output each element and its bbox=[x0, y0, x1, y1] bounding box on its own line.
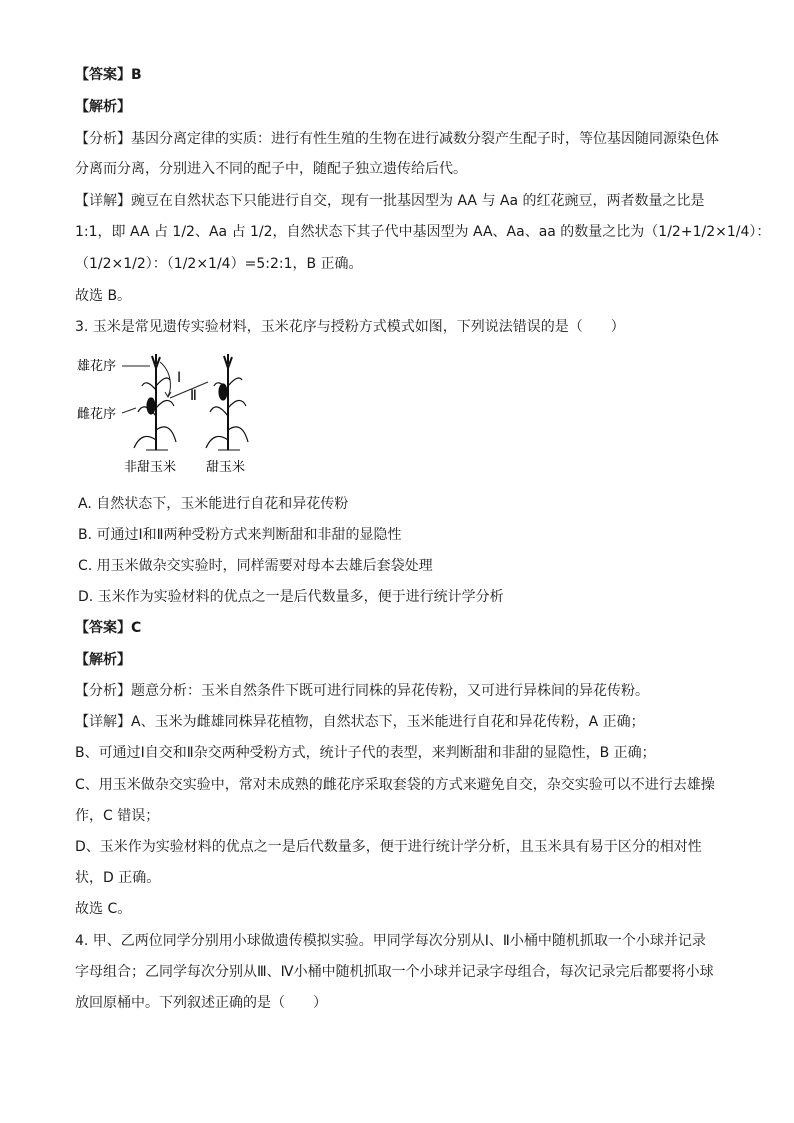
non-sweet-corn-plant bbox=[134, 354, 176, 450]
question-stem: 4. 甲、乙两位同学分别用小球做遗传模拟实验。甲同学每次分别从Ⅰ、Ⅱ小桶中随机抓取一个小球并记录 bbox=[75, 933, 706, 949]
analysis-text: 【分析】基因分离定律的实质：进行有性生殖的生物在进行减数分裂产生配子时，等位基因随同源染色体 bbox=[75, 131, 719, 147]
male-inflorescence-label: 雄花序 bbox=[77, 359, 117, 374]
corn-pollination-figure bbox=[72, 350, 272, 480]
analysis-heading: 【解析】 bbox=[75, 652, 131, 668]
detail-text: 【详解】豌豆在自然状态下只能进行自交，现有一批基因型为 AA 与 Aa 的红花豌豆，两者数量之比是 bbox=[75, 193, 705, 209]
option-c: C. 用玉米做杂交实验时，同样需要对母本去雄后套袋处理 bbox=[78, 558, 433, 574]
question-stem: 3. 玉米是常见遗传实验材料，玉米花序与授粉方式模式如图，下列说法错误的是（ ） bbox=[75, 319, 625, 335]
sweet-corn-plant bbox=[206, 354, 248, 450]
pollination-i-label: Ⅰ bbox=[177, 370, 182, 386]
answer-label: 【答案】B bbox=[75, 67, 142, 83]
caption-sweet: 甜玉米 bbox=[206, 460, 246, 475]
analysis-text: 分离而分离，分别进入不同的配子中，随配子独立遗传给后代。 bbox=[75, 161, 467, 177]
female-inflorescence-label: 雌花序 bbox=[77, 407, 117, 422]
conclusion-text: 故选 B。 bbox=[75, 288, 132, 304]
detail-text: D、玉米作为实验材料的优点之一是后代数量多，便于进行统计学分析，且玉米具有易于区分的相对性 bbox=[75, 839, 702, 855]
option-a: A. 自然状态下，玉米能进行自花和异花传粉 bbox=[78, 496, 349, 512]
question-stem: 字母组合；乙同学每次分别从Ⅲ、Ⅳ小桶中随机抓取一个小球并记录字母组合，每次记录完后都要将小球 bbox=[75, 964, 714, 980]
answer-label: 【答案】C bbox=[75, 620, 142, 636]
detail-text: （1/2×1/2）：（1/2×1/4）=5:2:1，B 正确。 bbox=[75, 256, 363, 272]
detail-text: 【详解】A、玉米为雌雄同株异花植物，自然状态下，玉米能进行自花和异花传粉，A 正确； bbox=[75, 714, 645, 730]
conclusion-text: 故选 C。 bbox=[75, 901, 132, 917]
question-stem: 放回原桶中。下列叙述正确的是（ ） bbox=[75, 995, 327, 1011]
option-d: D. 玉米作为实验材料的优点之一是后代数量多，便于进行统计学分析 bbox=[78, 589, 504, 605]
pollination-ii-label: Ⅱ bbox=[190, 388, 197, 404]
analysis-text: 【分析】题意分析：玉米自然条件下既可进行同株的异花传粉，又可进行异株间的异花传粉。 bbox=[75, 683, 649, 699]
detail-text: 作，C 错误； bbox=[75, 808, 160, 824]
analysis-heading: 【解析】 bbox=[75, 99, 131, 115]
detail-text: B、可通过Ⅰ自交和Ⅱ杂交两种受粉方式，统计子代的表型，来判断甜和非甜的显隐性，B 正确； bbox=[75, 745, 656, 761]
detail-text: 状，D 正确。 bbox=[75, 870, 161, 886]
option-b: B. 可通过Ⅰ和Ⅱ两种受粉方式来判断甜和非甜的显隐性 bbox=[78, 527, 402, 543]
detail-text: 1:1，即 AA 占 1/2、Aa 占 1/2，自然状态下其子代中基因型为 AA、Aa、aa 的数量之比为（1/2+1/2×1/4）： bbox=[75, 224, 771, 240]
detail-text: C、用玉米做杂交实验中，常对未成熟的雌花序采取套袋的方式来避免自交，杂交实验可以不进行去雄操 bbox=[75, 777, 715, 793]
caption-non-sweet: 非甜玉米 bbox=[124, 460, 177, 475]
